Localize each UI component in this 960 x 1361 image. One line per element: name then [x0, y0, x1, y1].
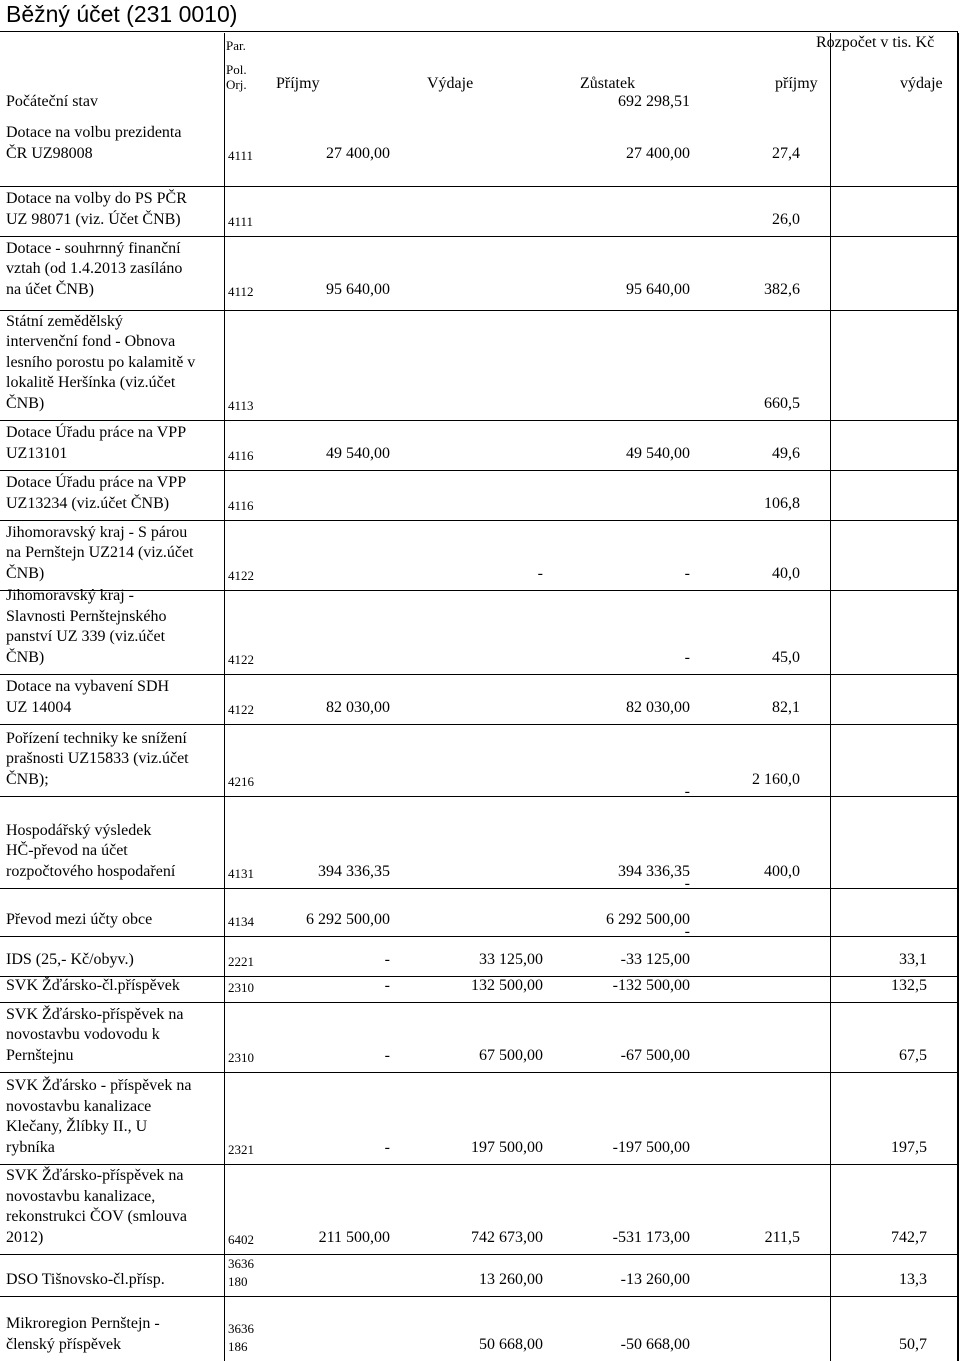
row-divider [0, 1254, 958, 1255]
row-label: ČNB); [6, 770, 49, 788]
row-divider [0, 1072, 958, 1073]
row-label: Počáteční stav [6, 92, 98, 110]
value-b-prijmy: 2 160,0 [752, 770, 800, 788]
value-b-vydaje: 67,5 [899, 1046, 927, 1064]
row-label: Jihomoravský kraj - S párou [6, 523, 188, 541]
value-prijmy: 27 400,00 [326, 144, 390, 162]
row-label: Dotace na volbu prezidenta [6, 124, 182, 141]
value-prijmy: - [384, 950, 390, 968]
row-label: HČ-převod na účet [6, 842, 128, 859]
row-label: rybníka [6, 1138, 55, 1156]
value-zustatek: - [684, 564, 690, 582]
column-divider [958, 33, 959, 1361]
value-zustatek-dash: - [684, 875, 690, 892]
column-divider [224, 33, 225, 1361]
value-b-prijmy: 40,0 [772, 564, 800, 582]
row-code: 4112 [228, 283, 254, 299]
row-label: Dotace - souhrnný finanční [6, 239, 181, 257]
row-divider [0, 1164, 958, 1165]
value-vydaje: 67 500,00 [479, 1046, 543, 1064]
value-vydaje: - [537, 564, 543, 582]
value-b-vydaje: 132,5 [891, 976, 927, 994]
row-label: UZ 98071 (viz. Účet ČNB) [6, 210, 181, 228]
row-divider [0, 1296, 958, 1297]
row-label: UZ13234 (viz.účet ČNB) [6, 494, 170, 512]
row-label: intervenční fond - Obnova [6, 333, 176, 350]
header-budget-vydaje: výdaje [900, 75, 943, 92]
value-zustatek: -531 173,00 [612, 1228, 690, 1246]
row-label: na účet ČNB) [6, 280, 94, 298]
value-zustatek: 49 540,00 [626, 444, 690, 462]
row-label: ČR UZ98008 [6, 144, 93, 162]
value-zustatek: 95 640,00 [626, 280, 690, 298]
header-budget-prijmy: příjmy [775, 75, 818, 92]
value-b-vydaje: 742,7 [891, 1228, 927, 1246]
row-divider [0, 590, 958, 591]
value-zustatek: 27 400,00 [626, 144, 690, 162]
value-zustatek: - [684, 648, 690, 666]
row-label: SVK Žďársko - příspěvek na [6, 1077, 192, 1094]
value-zustatek: -67 500,00 [620, 1046, 690, 1064]
row-label: Dotace na vybavení SDH [6, 678, 170, 695]
value-prijmy: 82 030,00 [326, 698, 390, 716]
header-orj: Orj. [226, 77, 247, 92]
value-b-prijmy: 49,6 [772, 444, 800, 462]
row-divider [0, 186, 958, 187]
value-b-prijmy: 382,6 [764, 280, 800, 298]
row-label: 2012) [6, 1228, 44, 1246]
row-label: ČNB) [6, 648, 45, 666]
row-label: novostavbu vodovodu k [6, 1026, 160, 1043]
row-label: ČNB) [6, 394, 45, 412]
row-code: 4122 [228, 651, 254, 667]
value-zustatek: 82 030,00 [626, 698, 690, 716]
row-code: 4134 [228, 913, 254, 929]
row-label: Pořízení techniky ke snížení [6, 729, 187, 747]
value-b-vydaje: 33,1 [899, 950, 927, 968]
value-prijmy: - [384, 976, 390, 994]
row-label: Dotace na volby do PS PČR [6, 190, 187, 207]
row-label: Dotace Úřadu práce na VPP [6, 424, 187, 441]
row-divider [0, 1002, 958, 1003]
header-zustatek: Zůstatek [580, 75, 636, 92]
row-code: 4113 [228, 397, 254, 413]
value-zustatek: -197 500,00 [612, 1138, 690, 1156]
value-vydaje: 33 125,00 [479, 950, 543, 968]
value-b-prijmy: 400,0 [764, 862, 800, 880]
row-label: Hospodářský výsledek [6, 821, 152, 839]
row-code: 6402 [228, 1231, 254, 1247]
value-prijmy: 211 500,00 [318, 1228, 390, 1246]
header-par: Par. [226, 38, 246, 53]
row-divider [0, 236, 958, 237]
row-code-2: 186 [228, 1338, 248, 1354]
row-label: IDS (25,- Kč/obyv.) [6, 950, 134, 968]
row-divider [0, 936, 958, 937]
page-title: Běžný účet (231 0010) [6, 1, 238, 27]
value-b-prijmy: 45,0 [772, 648, 800, 666]
row-label: SVK Žďársko-příspěvek na [6, 1005, 184, 1023]
row-code: 4122 [228, 701, 254, 717]
value-b-prijmy: 27,4 [772, 144, 800, 162]
value-vydaje: 197 500,00 [471, 1138, 543, 1156]
row-label: SVK Žďársko-čl.příspěvek [6, 976, 180, 994]
row-divider [0, 310, 958, 311]
value-prijmy: 95 640,00 [326, 280, 390, 298]
column-divider [830, 33, 831, 1361]
row-label: ČNB) [6, 564, 45, 582]
value-zustatek: -13 260,00 [620, 1270, 690, 1288]
value-prijmy: 394 336,35 [318, 862, 390, 880]
row-label: prašnosti UZ15833 (viz.účet [6, 750, 189, 767]
row-label: Pernštejnu [6, 1046, 74, 1064]
row-label: Převod mezi účty obce [6, 910, 153, 928]
row-label: novostavbu kanalizace [6, 1097, 152, 1115]
row-code: 4111 [228, 213, 254, 229]
row-code: 4122 [228, 567, 254, 583]
row-divider [0, 420, 958, 421]
row-label: SVK Žďársko-příspěvek na [6, 1167, 184, 1184]
value-zustatek-dash: - [684, 923, 690, 940]
row-code: 3636 [228, 1320, 254, 1336]
row-label: UZ 14004 [6, 698, 72, 716]
value-b-vydaje: 13,3 [899, 1270, 927, 1288]
row-code: 2310 [228, 1049, 254, 1065]
row-code: 4216 [228, 773, 254, 789]
row-label: UZ13101 [6, 444, 68, 462]
value-b-prijmy: 660,5 [764, 394, 800, 412]
value-zustatek-dash: - [684, 783, 690, 800]
row-code: 2310 [228, 979, 254, 995]
row-code-2: 180 [228, 1273, 248, 1289]
row-divider [0, 888, 958, 889]
row-code: 2221 [228, 953, 254, 969]
row-label: rekonstrukci ČOV (smlouva [6, 1208, 188, 1225]
row-divider [0, 520, 958, 521]
value-prijmy: 49 540,00 [326, 444, 390, 462]
value-vydaje: 132 500,00 [471, 976, 543, 994]
value-zustatek: 6 292 500,00 [606, 910, 690, 928]
row-label: Mikroregion Pernštejn - [6, 1315, 160, 1332]
row-label: Slavnosti Pernštejnského [6, 607, 167, 625]
row-divider [0, 674, 958, 675]
value-prijmy: - [384, 1138, 390, 1156]
row-label: lesního porostu po kalamitě v [6, 353, 196, 371]
row-label: Klečany, Žlíbky II., U [6, 1118, 148, 1135]
row-label: lokalitě Heršínka (viz.účet [6, 374, 176, 391]
header-prijmy: Příjmy [276, 75, 320, 92]
value-b-prijmy: 211,5 [764, 1228, 800, 1246]
row-label: vztah (od 1.4.2013 zasíláno [6, 260, 183, 277]
row-label: DSO Tišnovsko-čl.přísp. [6, 1270, 165, 1288]
value-zustatek: 692 298,51 [618, 92, 690, 110]
value-b-vydaje: 50,7 [899, 1335, 927, 1353]
value-b-prijmy: 82,1 [772, 698, 800, 716]
row-label: na Pernštejn UZ214 (viz.účet [6, 544, 194, 561]
value-b-prijmy: 26,0 [772, 210, 800, 228]
row-divider [0, 724, 958, 725]
row-code: 4116 [228, 497, 254, 513]
value-zustatek: -50 668,00 [620, 1335, 690, 1353]
row-code: 3636 [228, 1255, 254, 1271]
value-vydaje: 13 260,00 [479, 1270, 543, 1288]
row-label: Dotace Úřadu práce na VPP [6, 474, 187, 491]
value-zustatek: -132 500,00 [612, 976, 690, 994]
row-label: Státní zemědělský [6, 312, 123, 330]
row-divider [0, 470, 958, 471]
value-prijmy: 6 292 500,00 [306, 910, 390, 928]
value-vydaje: 742 673,00 [471, 1228, 543, 1246]
value-zustatek: -33 125,00 [620, 950, 690, 968]
value-vydaje: 50 668,00 [479, 1335, 543, 1353]
row-label: členský příspěvek [6, 1335, 122, 1353]
header-vydaje: Výdaje [427, 75, 474, 92]
row-code: 2321 [228, 1141, 254, 1157]
value-zustatek: 394 336,35 [618, 862, 690, 880]
row-divider [0, 796, 958, 797]
value-prijmy: - [384, 1046, 390, 1064]
row-label: rozpočtového hospodaření [6, 862, 176, 880]
row-code: 4131 [228, 865, 254, 881]
row-code: 4116 [228, 447, 254, 463]
header-budget: Rozpočet v tis. Kč [816, 34, 935, 51]
row-label: panství UZ 339 (viz.účet [6, 628, 166, 645]
row-label: novostavbu kanalizace, [6, 1187, 156, 1205]
row-label: Jihomoravský kraj - [6, 587, 134, 604]
value-b-prijmy: 106,8 [764, 494, 800, 512]
header-pol: Pol. [226, 62, 247, 77]
value-b-vydaje: 197,5 [891, 1138, 927, 1156]
row-code: 4111 [228, 147, 254, 163]
